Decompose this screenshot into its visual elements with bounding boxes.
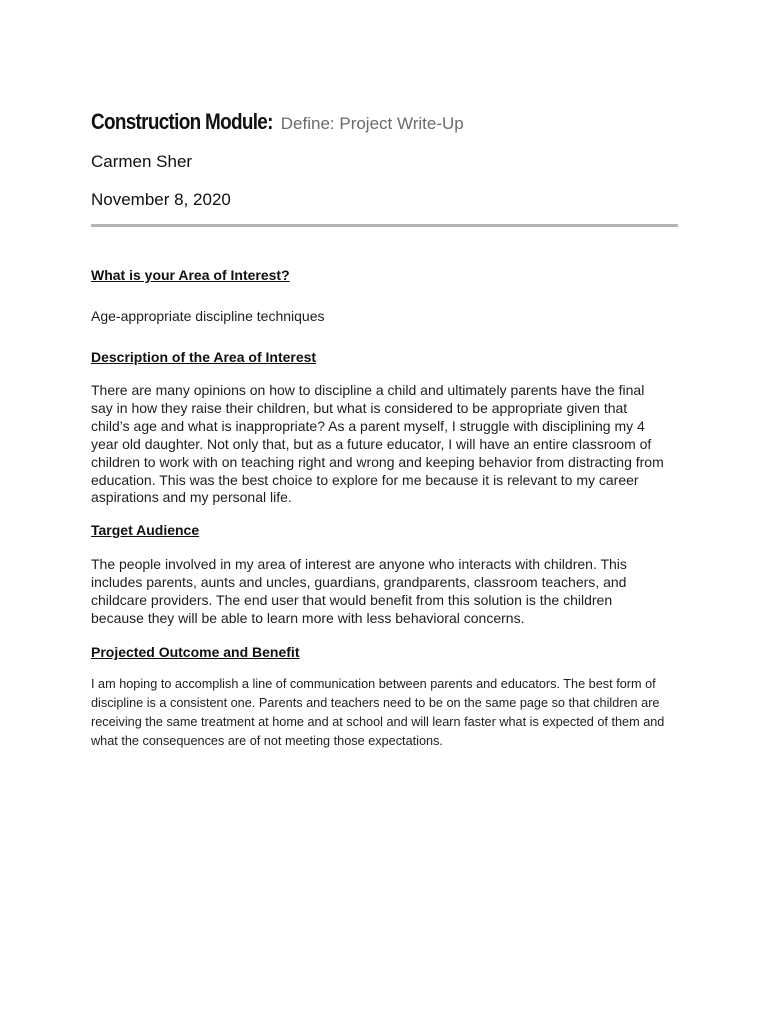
audience-heading: Target Audience: [91, 522, 200, 538]
outcome-heading: Projected Outcome and Benefit: [91, 644, 300, 660]
document-date: November 8, 2020: [91, 190, 231, 209]
document-title: [91, 109, 464, 135]
outcome-text: I am hoping to accomplish a line of communication between parents and educators. The best form of discipline is a consistent one. Parents and teachers need to be on the same page so that children are receiving the same treatment at home and at school and will learn faster what is expected of them and what the consequences are of not meeting those expectations.: [91, 677, 665, 748]
audience-text: The people involved in my area of interest are anyone who interacts with children. This includes parents, aunts and uncles, guardians, grandparents, classroom teachers, and childcare providers. The end user that would benefit from this solution is the children because they will be able to learn more with less behavioral concerns.: [91, 556, 627, 626]
description-heading: Description of the Area of Interest: [91, 349, 317, 365]
author-name: Carmen Sher: [91, 152, 193, 171]
area-heading: What is your Area of Interest?: [91, 267, 290, 283]
description-text: There are many opinions on how to discipline a child and ultimately parents have the final say in how they raise their children, but what is considered to be appropriate given that child’s age and what is inappropriate? As a parent myself, I struggle with disciplining my 4 year old daughter. Not only that, but as a future educator, I will have an entire classroom of children to work with on teaching right and wrong and keeping behavior from distracting from education. This was the best choice to explore for me because it is relevant to my career aspirations and my personal life.: [91, 382, 664, 506]
title-module-label: Construction Module:: [91, 109, 273, 134]
title-subtitle: Define: Project Write-Up: [280, 114, 464, 133]
header-divider: [91, 224, 678, 227]
area-text: Age-appropriate discipline techniques: [91, 308, 325, 324]
